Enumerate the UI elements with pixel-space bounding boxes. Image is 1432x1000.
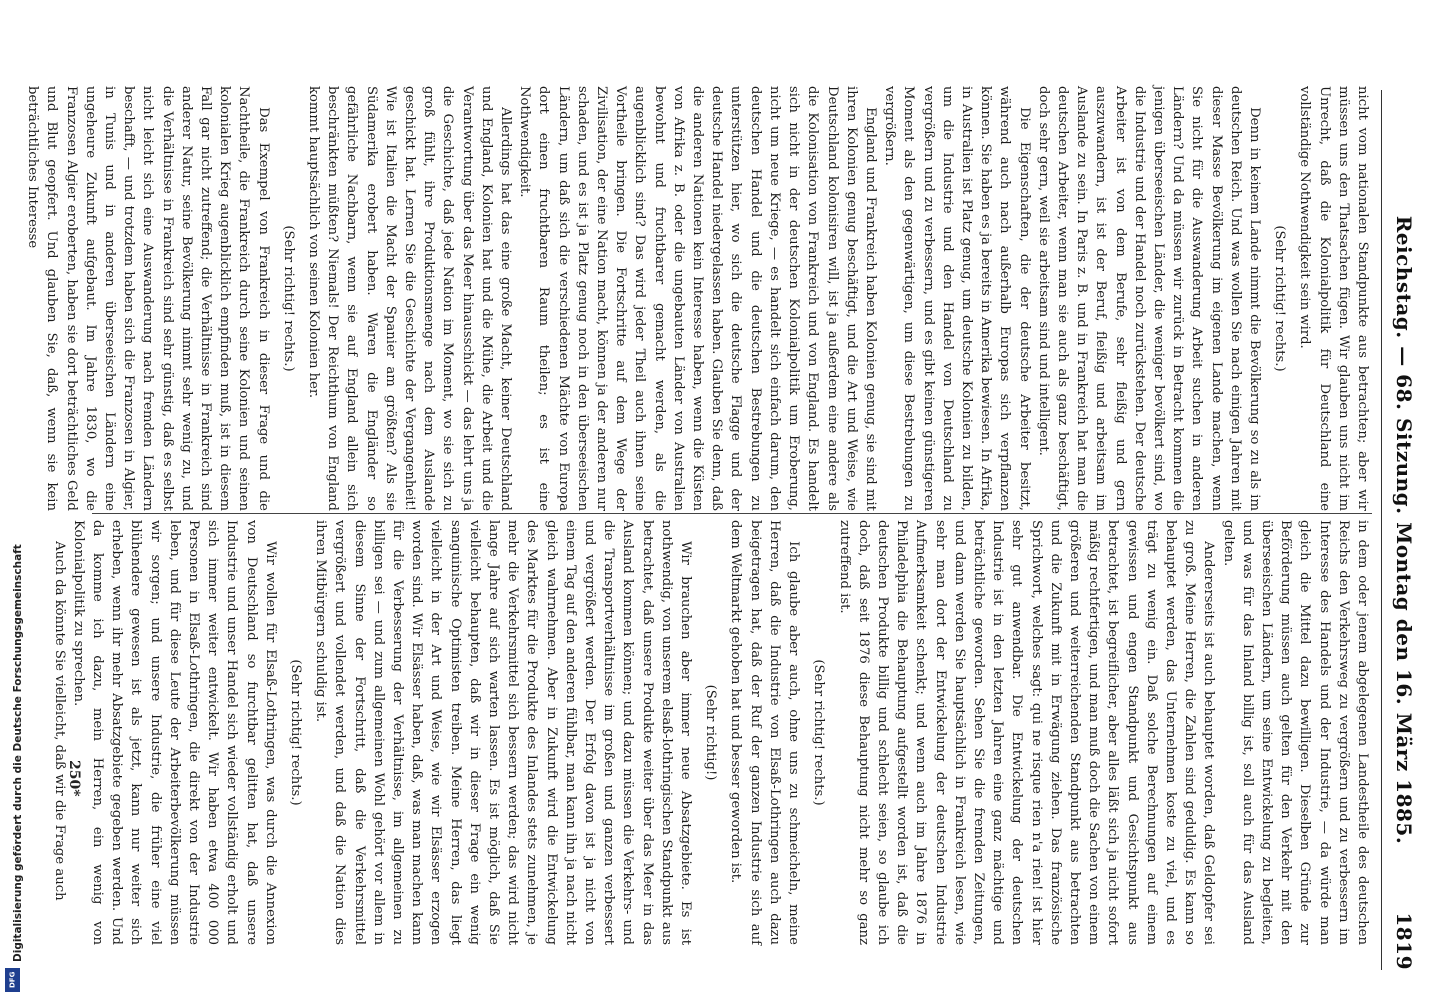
paragraph: Auch da könnte Sie vielleicht, daß wir die Frage auch [51,541,67,901]
paragraph: Ich glaube aber auch, ohne uns zu schmeicheln, meine Herren, daß die Industrie von Elsaß-Lothringen auch dazu beigetragen hat, daß der Ruf der ganzen Industrie sich auf dem Weltmarkt gehoben hat und besser geworden ist. [728,520,802,945]
paragraph: England und Frankreich haben Kolonien genug, sie sind mit ihren Kolonien genug beschäftigt, und die Art und Weise, wie Deutschland kolonisiren will, ist ja außerdem eine andere als die Kolonisation von Frankreich und von England. Es handelt sich nicht in der deutschen Kolonialpolitik um Eroberung, nicht um neue Kriege, — es handelt sich einfach darum, den deutschen Handel und die deutschen Bestrebungen zu unterstützen hier, wo sich die deutsche Flagge und der deutsche Handel niedergelassen haben. Glauben Sie denn, daß die anderen Nationen kein Interesse haben, wenn die Küsten von Afrika z. B. oder die ungebauten Länder von Australien bewohnt und fruchtbarer gemacht werden, als die augenblicklich sind? Das wird jeder Theil auch ihnen seine Vortheile bringen. Die Fortschritte auf dem Wege der Zivilisation, der eine Nation macht, können ja der anderen nur schaden, und es ist ja Platz genug noch in den überseeischen Ländern, um daß sich die verschiedenen Mächte von Europa dort einen fruchtbaren Raum theilen; es ist eine Nothwendigkeit. [517,86,878,511]
paragraph: Wir wollen für Elsaß-Lothringen, was durch die Annexion von Deutschland so furchtbar gelitten hat, daß unsere Industrie und unser Handel sich wieder vollständig erholt und sich immer weiter entwickelt. Wir haben etwa 400 000 Personen in Elsaß-Lothringen, die direkt von der Industrie leben, und für diese Leute der Arbeiterbevölkerung müssen wir sorgen; und unsere Industrie, die früher eine viel blühendere gewesen ist als jetzt, kann nur weiter sich erheben, wenn ihr mehr Absatzgebiete gegeben werden. Und da komme ich dazu, mein Herren, ein wenig von Kolonialpolitik zu sprechen. [70,520,278,945]
running-title: Reichstag. — 68. Sitzung. Montag den 16. März 1885. [1392,215,1416,845]
credit-line: Digitalisierung gefördert durch die Deutsche Forschungsgemeinschaft [12,544,24,962]
margin-credit [0,0,30,1000]
interjection: (Sehr richtig! rechts.) [1272,225,1288,372]
sheet-signature: 250* [66,760,82,797]
page-number: 1819 [1392,912,1416,970]
dfg-logo-icon: DFG [5,968,20,992]
paragraph: Wir brauchen aber immer neue Absatzgebiete. Es ist nothwendig, von unserem elsaß-lothringischen Standpunkt aus betrachtet, daß unsere Produkte weiter über das Meer in das Ausland kommen können; und dazu müssen die Verkehrs- und die Transportverhältnisse im großen und ganzen verbessert und vergrößert werden. Der Erfolg davon ist ja nicht von einem Tag auf den anderen fühlbar, man kann ihn ja nach nicht gleich wahrnehmen. Aber in Zukunft wird die Entwickelung des Marktes für die Produkte des Inlandes stets zunehmen, je mehr die Verkehrsmittel sich bessern werden; das wird nicht lange Jahre auf sich warten lassen. Es ist möglich, daß Sie vielleicht behaupten, daß wir in dieser Frage ein wenig sanguinische Optimisten treiben. Meine Herren, das liegt vielleicht in der Art und Weise, wie wir Elsässer erzogen worden sind. Wir Elsässer haben, daß, was man machen kann für die Verbesserung der Verhältnisse, im allgemeinen zu billigen sei — und zum allgemeinen Wohl gehört vor allem in diesem Sinne der Fortschritt, daß die Verkehrsmittel vergrößert und vollendet werden, und daß die Nation dies ihren Mitbürgern schuldig ist. [313,520,694,945]
interjection: (Sehr richtig! rechts.) [280,225,296,372]
paragraph: in dem oder jenem abgelegenen Landestheile des deutschen Reichs den Verkehrsweg zu vergrößern und zu verbessern im Interesse des Handels und der Industrie, — da würde man gleich die Mittel dazu bewilligen. Dieselben Gründe zur Beförderung müssen auch gelten für den Verkehr mit den überseeischen Ländern, um seine Entwickelung zu begleiten, und was für das Inland billig ist, soll auch für das Ausland gelten. [1220,520,1370,945]
header-rule [1381,90,1382,970]
interjection: (Sehr richtig! rechts.) [288,659,304,806]
text-column-left [25,86,1372,511]
paragraph: Allerdings hat das eine große Macht, keiner Deutschland und England, Kolonien hat und die Mühe, die Arbeit und die Verantwortung über das Meer hinausschickt — das lehrt uns ja die Geschichte, daß jede Nation im Moment, wo sie sich zu groß fühlt, ihre Produktionsmenge nach dem Auslande geschickt hat. Lernen Sie die Geschichte der Vergangenheit! Wie ist Italien die Macht der Spanier am größten? Als sie Südamerika erobert haben. Waren die Engländer so gefährliche Nachbarn, wenn sie auf England allein sich beschränkten müßten? Niemals! Der Reichthum von England kommt hauptsächlich von seinen Kolonien her. [306,86,514,511]
paragraph: Denn in keinem Lande nimmt die Bevölkerung so zu als im deutschen Reich. Und was wollen Sie nach einigen Jahren mit dieser Masse Bevölkerung im eigenen Lande machen, wenn Sie nicht für die Auswanderung Arbeit suchen in anderen Ländern? Und da müssen wir zurück in Betracht kommen die jenigen überseeischen Länder, die weniger bevölkert sind, wo die Industrie und der Handel noch zurückstehen. Der deutsche Arbeiter ist von dem Berufe, sehr fleißig und gern auszuwandern, ist ist der Beruf, fleißig und arbeitsam im Auslande zu sein. In Paris z. B. und in Frankreich hat man die deutschen Arbeiter, wenn man sie auch als ganz beschäftigt, doch sehr gern, weil sie arbeitsam sind und intelligent. [1035,86,1262,511]
paragraph: Die Eigenschaften, die der deutsche Arbeiter besitzt, während auch nach außerhalb Europas sich verpflanzen können. Sie haben es ja bereits in Amerika bewiesen. In Afrika, in Australien ist Platz genug, um deutsche Kolonien zu bilden, um die Industrie und den Handel von Deutschland zu vergrößern und zu verbessern, und es gibt keinen günstigeren Moment als den gegenwärtigen, um diese Bestrebungen zu vergrößern. [882,86,1032,511]
page-header [1386,90,1418,970]
column-divider [92,513,1372,514]
paragraph: nicht vom nationalen Standpunkte aus betrachten; aber wir müssen uns den Thatsachen fügen. Wir glauben uns nicht im Unrecht, daß die Kolonialpolitik für Deutschland eine vollständige Nothwendigkeit sein wird. [1297,86,1370,511]
interjection: (Sehr richtig! rechts.) [811,659,827,806]
paragraph: Das Exempel von Frankreich in dieser Frage und die Nachtheile, die Frankreich durch seine Kolonien und seinen kolonialen Krieg augenblicklich empfinden muß, ist in diesem Fall gar nicht zutreffend; die Verhältnisse in Frankreich sind anderer Natur, seine Bevölkerung nimmt sehr wenig zu, und die Verhältnisse in Frankreich sind sehr günstig, daß es selbst nicht leicht sich eine Auswanderung nach fremden Ländern beschafft, — und trotzdem haben sich die Franzosen in Algier, in Tunis und in anderen überseeischen Ländern eine ungeheure Zukunft aufgebaut. Im Jahre 1830, wo die Franzosen Algier eroberten, haben sie dort beträchtliches Geld und Blut geopfert. Und glauben Sie, daß, wenn sie kein beträchtliches Interesse [25,86,271,511]
interjection: (Sehr richtig!) [703,684,719,781]
paragraph: Andererseits ist auch behauptet worden, daß Geldopfer sei zu groß. Meine Herren, die Zahlen sind geduldig. Es kann so behauptet werden, das Unternehmen koste zu viel, und es trägt zu wenig ein. Daß solche Berechnungen auf einem gewissen und engen Standpunkt und Gesichtspunkt aus betrachtet, ist begreiflicher, aber alles läßt sich ja nicht sofort mäßig rechtfertigen, und man muß doch die Sachen von einem größeren und weiterreichenden Standpunkt aus betrachten und die Zukunft mit in Erwägung ziehen. Das französische Sprichwort, welches sagt: qui ne risque rien n'a rien! ist hier sehr gut anwendbar. Die Entwickelung der deutschen Industrie ist in den letzten Jahren eine ganz mächtige und beträchtliche geworden. Sehen Sie die fremden Zeitungen, und dann werden Sie hauptsächlich in Frankreich lesen, wie sehr man dort der Entwickelung der deutschen Industrie Aufmerksamkeit schenkt; und wenn auch im Jahre 1876 in Philadelphia die Behauptung aufgestellt worden ist, daß die deutschen Produkte billig und schlecht seien, so glaube ich doch, daß seit 1876 diese Behauptung nicht mehr so ganz zutreffend ist. [836,520,1217,945]
